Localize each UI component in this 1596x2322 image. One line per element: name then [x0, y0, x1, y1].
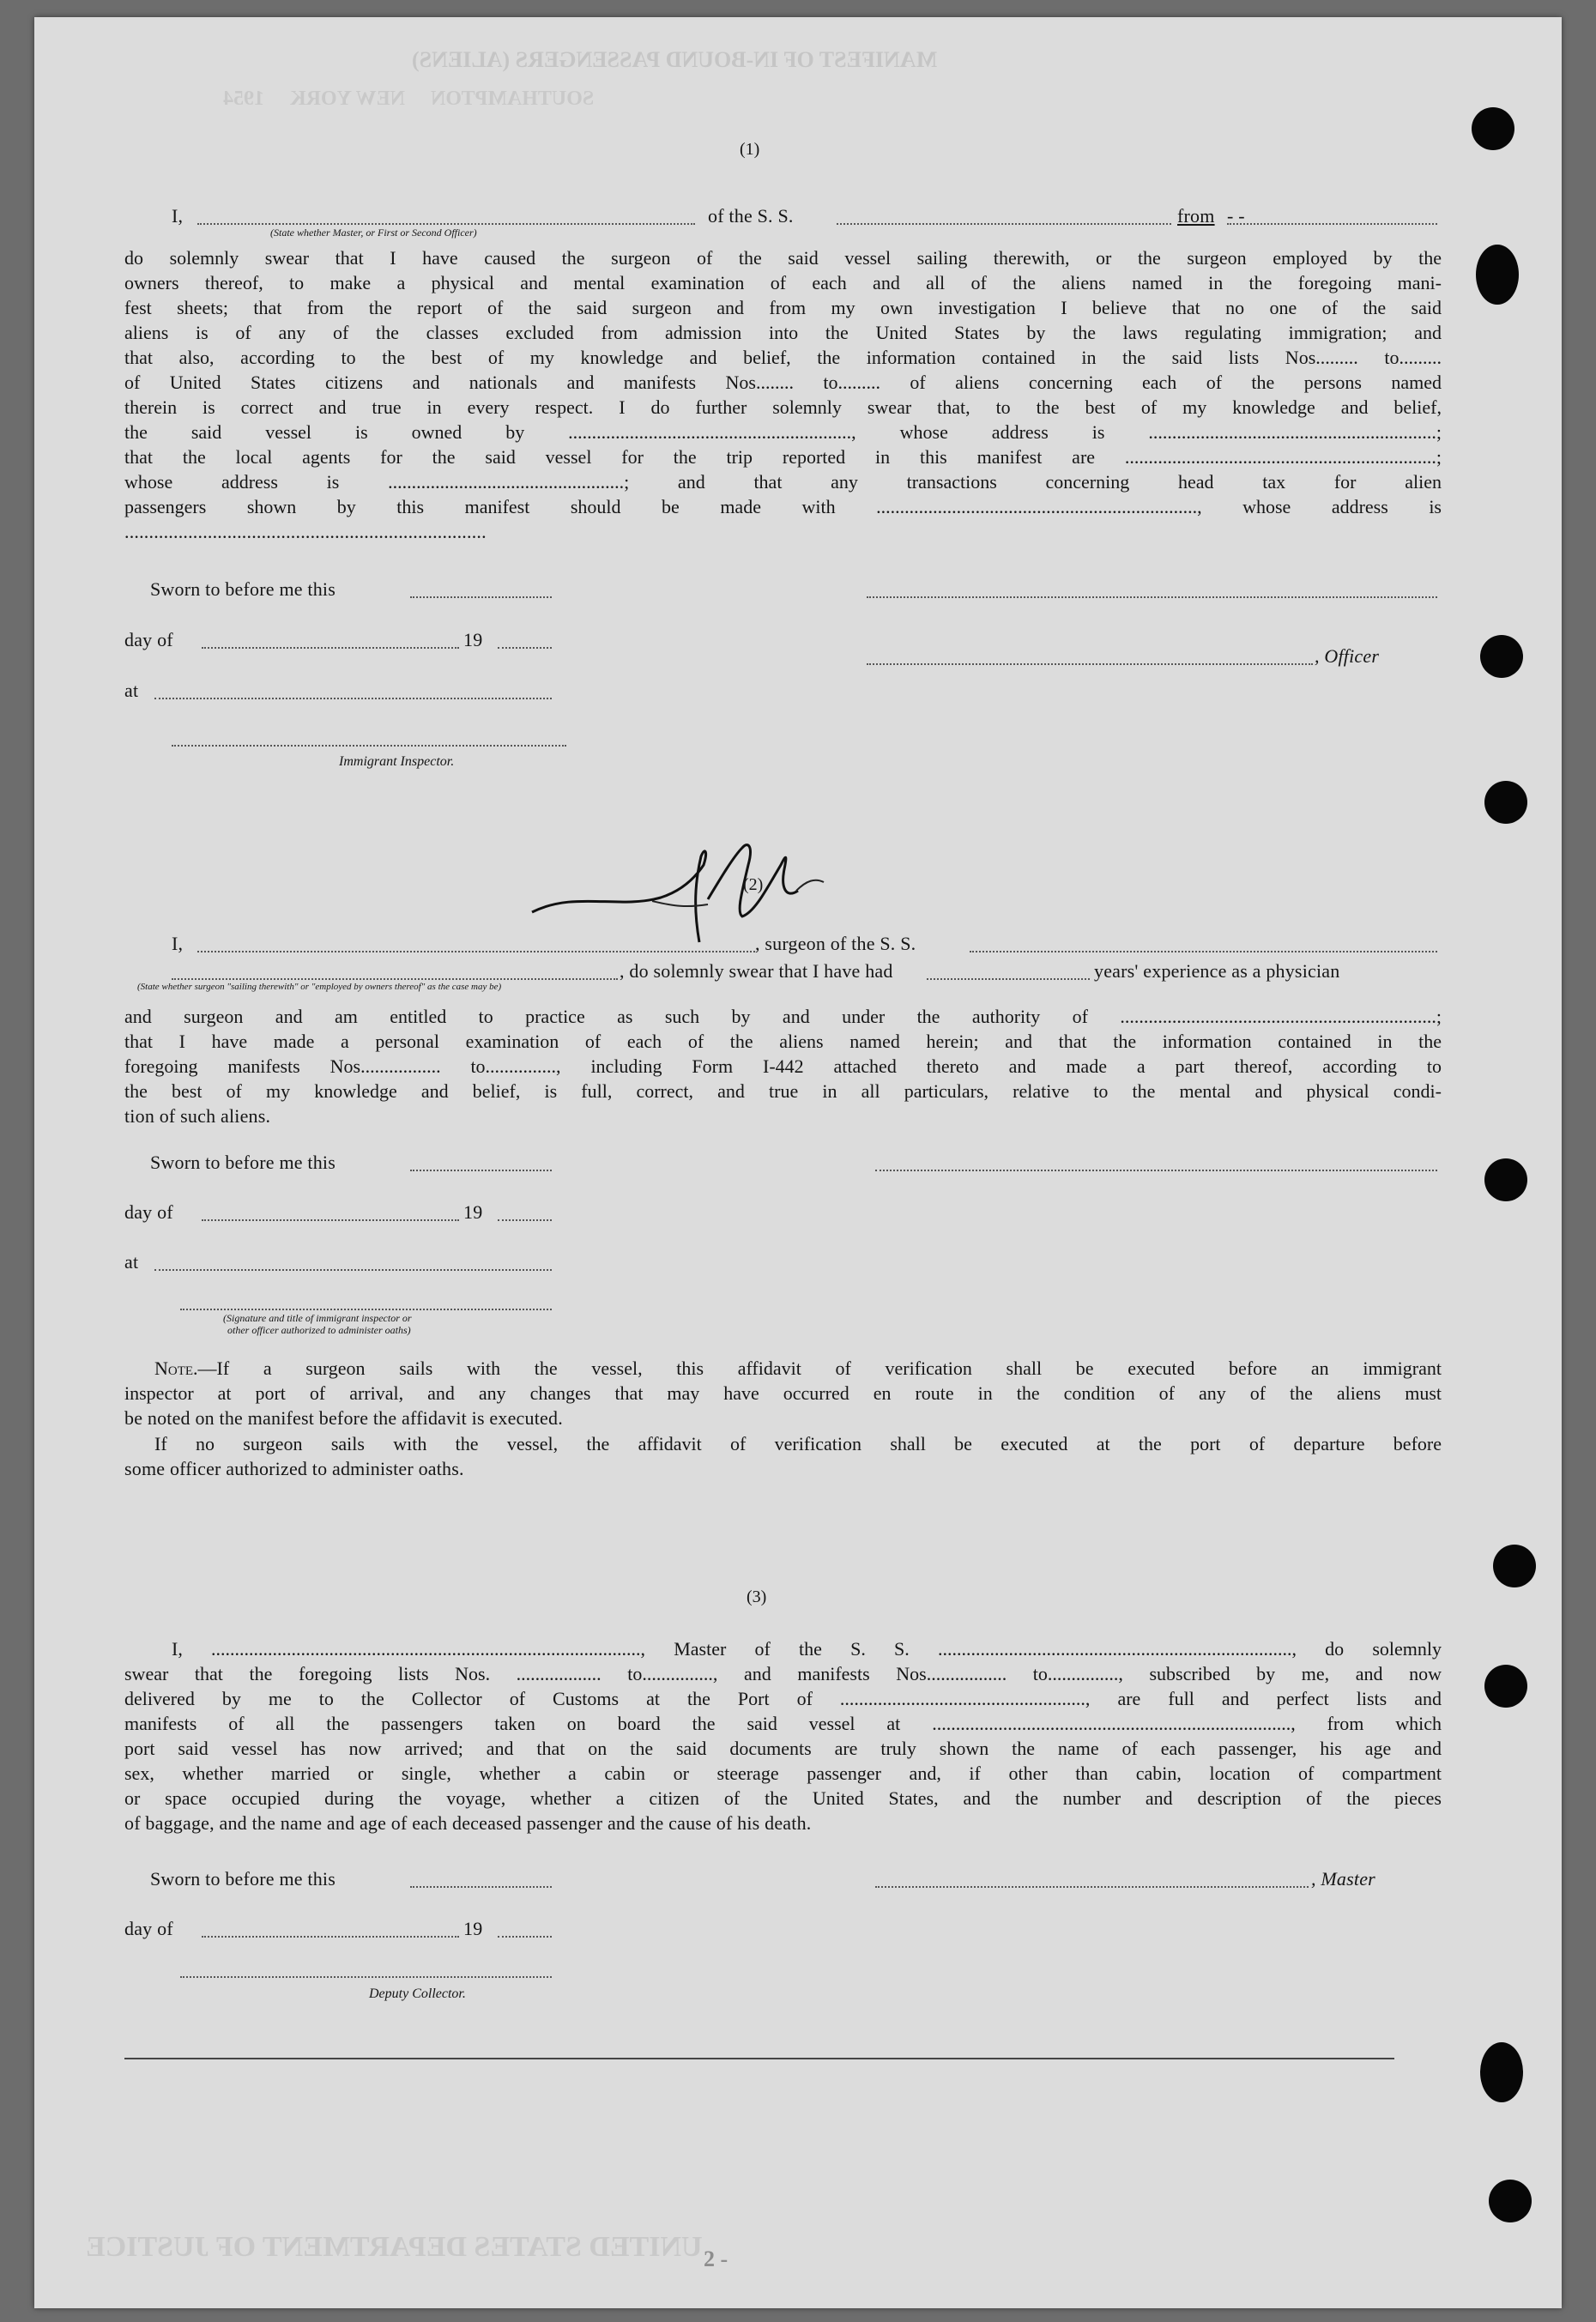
s1-from-line — [1227, 223, 1437, 225]
s1-intro-i: I, — [172, 205, 184, 227]
s2-swear-experience: , do solemnly swear that I have had — [620, 960, 893, 982]
s1-officer-sig-line-1 — [867, 596, 1437, 598]
s3-year-line — [498, 1936, 552, 1938]
s2-para-line: foregoing manifests Nos................. to..............., including Form I-442 attached thereto and made a part thereof, according to — [124, 1055, 1442, 1077]
bottom-rule — [124, 2058, 1394, 2059]
s2-surgeon-type-line — [172, 978, 618, 980]
s2-year-label: 19 — [463, 1201, 483, 1223]
s2-para-line: and surgeon and am entitled to practice as such by and under the authority of ...................................................................; — [124, 1006, 1442, 1027]
bleed-through-text: UNITED STATES DEPARTMENT OF JUSTICE — [86, 2231, 703, 2263]
s1-officer-label: , Officer — [1315, 645, 1380, 667]
punch-hole — [1484, 1158, 1527, 1201]
s1-para-line: owners thereof, to make a physical and mental examination of each and all of the aliens named in the foregoing mani- — [124, 272, 1442, 293]
s2-note2-line: some officer authorized to administer oaths. — [124, 1458, 464, 1479]
s1-day-of-label: day of — [124, 629, 173, 650]
s1-para-line: that the local agents for the said vessel for the trip reported in this manifest are ..................................................................; — [124, 446, 1442, 468]
s1-officer-sig-line-2 — [867, 663, 1313, 665]
s2-day-line — [202, 1219, 459, 1221]
s3-master-sig-line — [875, 1886, 1309, 1888]
s3-para-line: of baggage, and the name and age of each deceased passenger and the cause of his death. — [124, 1812, 812, 1834]
s1-from-value: - - — [1227, 205, 1245, 227]
s1-year-line — [498, 647, 552, 649]
punch-hole — [1493, 1545, 1536, 1587]
punch-hole — [1480, 635, 1523, 678]
section-1-number: (1) — [740, 140, 760, 159]
s2-year-line — [498, 1219, 552, 1221]
punch-hole — [1476, 245, 1519, 305]
s1-para-line: passengers shown by this manifest should be made with ...................................................................., whose address is — [124, 496, 1442, 517]
s3-para-line: swear that the foregoing lists Nos. .................. to..............., and manifests Nos................. to..............., subscribed by me, and now — [124, 1663, 1442, 1684]
s3-para-line: manifests of all the passengers taken on board the said vessel at ............................................................................, from which — [124, 1713, 1442, 1734]
s2-sig-caption-1: (Signature and title of immigrant inspector or — [223, 1312, 412, 1324]
s2-years-line — [927, 978, 1090, 980]
s1-para-line: do solemnly swear that I have caused the surgeon of the said vessel sailing therewith, or the surgeon employed by the — [124, 247, 1442, 269]
s3-year-label: 19 — [463, 1918, 483, 1939]
page-marker: 2 - — [704, 2246, 728, 2271]
s2-years-experience: years' experience as a physician — [1094, 960, 1340, 982]
s1-para-line: whose address is ..................................................; and that any transactions concerning head tax for alien — [124, 471, 1442, 493]
bleed-through-text: MANIFEST OF IN-BOUND PASSENGERS (ALIENS) — [412, 47, 938, 72]
punch-hole — [1484, 1665, 1527, 1708]
s2-note-line: be noted on the manifest before the affidavit is executed. — [124, 1407, 563, 1429]
s2-para-line: that I have made a personal examination of each of the aliens named herein; and that the information contained in the — [124, 1031, 1442, 1052]
s1-at-line — [154, 698, 552, 699]
s3-para-line: delivered by me to the Collector of Customs at the Port of ...................................................., are full and perfect lists and — [124, 1688, 1442, 1709]
s1-vessel-line — [837, 223, 1171, 225]
s3-day-line — [202, 1936, 459, 1938]
s1-sworn-line — [410, 596, 552, 598]
s3-para-line: or space occupied during the voyage, whether a citizen of the United States, and the number and description of the pieces — [124, 1787, 1442, 1809]
s1-para-line: the said vessel is owned by ............................................................, whose address is .............................................................; — [124, 421, 1442, 443]
punch-hole — [1472, 107, 1514, 150]
s1-at-label: at — [124, 680, 139, 701]
s2-note2-line: If no surgeon sails with the vessel, the affidavit of verification shall be executed at the port of departure before — [154, 1433, 1442, 1454]
bleed-through-text: SOUTHAMPTON NEW YORK 1954 — [223, 88, 595, 110]
s1-year-label: 19 — [463, 629, 483, 650]
s1-para-line: fest sheets; that from the report of the said surgeon and from my own investigation I believe that no one of the said — [124, 297, 1442, 318]
s3-para-line: I, ..........................................................................................., Master of the S. S. ..........................................................................., do solemnly — [172, 1638, 1442, 1660]
s2-at-line — [154, 1269, 552, 1271]
s2-para-line: tion of such aliens. — [124, 1105, 271, 1127]
s1-para-line: of United States citizens and nationals and manifests Nos........ to......... of aliens concerning each of the persons named — [124, 372, 1442, 393]
s3-collector-sig-line — [180, 1976, 552, 1978]
s1-from-label: from — [1177, 205, 1215, 227]
s1-of-the-ss: of the S. S. — [708, 205, 794, 227]
s2-surgeon-of: , surgeon of the S. S. — [755, 933, 916, 954]
punch-hole — [1489, 2180, 1532, 2222]
s1-inspector-caption: Immigrant Inspector. — [339, 754, 455, 769]
s1-inspector-sig-line — [172, 745, 566, 747]
s1-role-hint: (State whether Master, or First or Second Officer) — [270, 227, 477, 239]
section-3-number: (3) — [747, 1587, 767, 1606]
s3-day-of-label: day of — [124, 1918, 173, 1939]
s1-para-line: therein is correct and true in every respect. I do further solemnly swear that, to the best of my knowledge and belief, — [124, 396, 1442, 418]
punch-hole — [1480, 2042, 1523, 2102]
s2-sworn-label: Sworn to before me this — [150, 1152, 336, 1173]
s3-master-label: , Master — [1311, 1868, 1375, 1890]
s2-note-line: inspector at port of arrival, and any changes that may have occurred en route in the condition of any of the aliens must — [124, 1382, 1442, 1404]
s2-day-of-label: day of — [124, 1201, 173, 1223]
manifest-affidavit-page — [34, 17, 1562, 2308]
punch-hole — [1484, 781, 1527, 824]
s3-sworn-line — [410, 1886, 552, 1888]
s2-vessel-line — [970, 951, 1437, 952]
s3-sworn-label: Sworn to before me this — [150, 1868, 336, 1890]
s3-para-line: sex, whether married or single, whether a cabin or steerage passenger and, if other than cabin, location of compartment — [124, 1763, 1442, 1784]
s2-at-label: at — [124, 1251, 139, 1273]
s2-para-line: the best of my knowledge and belief, is full, correct, and true in all particulars, relative to the mental and physical condi- — [124, 1080, 1442, 1102]
s1-para-line: .......................................................................... — [124, 521, 487, 542]
s2-sig-caption-2: other officer authorized to administer oaths) — [227, 1324, 411, 1336]
note-label: Note. — [154, 1358, 198, 1379]
note-text: —If a surgeon sails with the vessel, this affidavit of verification shall be executed before an immigrant — [197, 1358, 1442, 1379]
section-2-number: (2) — [743, 875, 764, 894]
s1-para-line: aliens is of any of the classes excluded from admission into the United States by the laws regulating immigration; and — [124, 322, 1442, 343]
s2-inspector-sig-line — [180, 1309, 552, 1310]
s2-surgeon-sig-line — [875, 1170, 1437, 1171]
s2-name-line — [197, 951, 755, 952]
s1-para-line: that also, according to the best of my knowledge and belief, the information contained in the said lists Nos......... to......... — [124, 347, 1442, 368]
s2-intro-i: I, — [172, 933, 184, 954]
s3-deputy-caption: Deputy Collector. — [369, 1986, 466, 2001]
s1-sworn-label: Sworn to before me this — [150, 578, 336, 600]
s3-para-line: port said vessel has now arrived; and that on the said documents are truly shown the name of each passenger, his age and — [124, 1738, 1442, 1759]
s1-name-line — [197, 223, 695, 225]
s2-note-line-1 — [154, 1356, 1442, 1381]
s1-day-line — [202, 647, 459, 649]
s2-role-hint: (State whether surgeon "sailing therewith" or "employed by owners thereof" as the case may be) — [137, 982, 502, 992]
s2-sworn-line — [410, 1170, 552, 1171]
